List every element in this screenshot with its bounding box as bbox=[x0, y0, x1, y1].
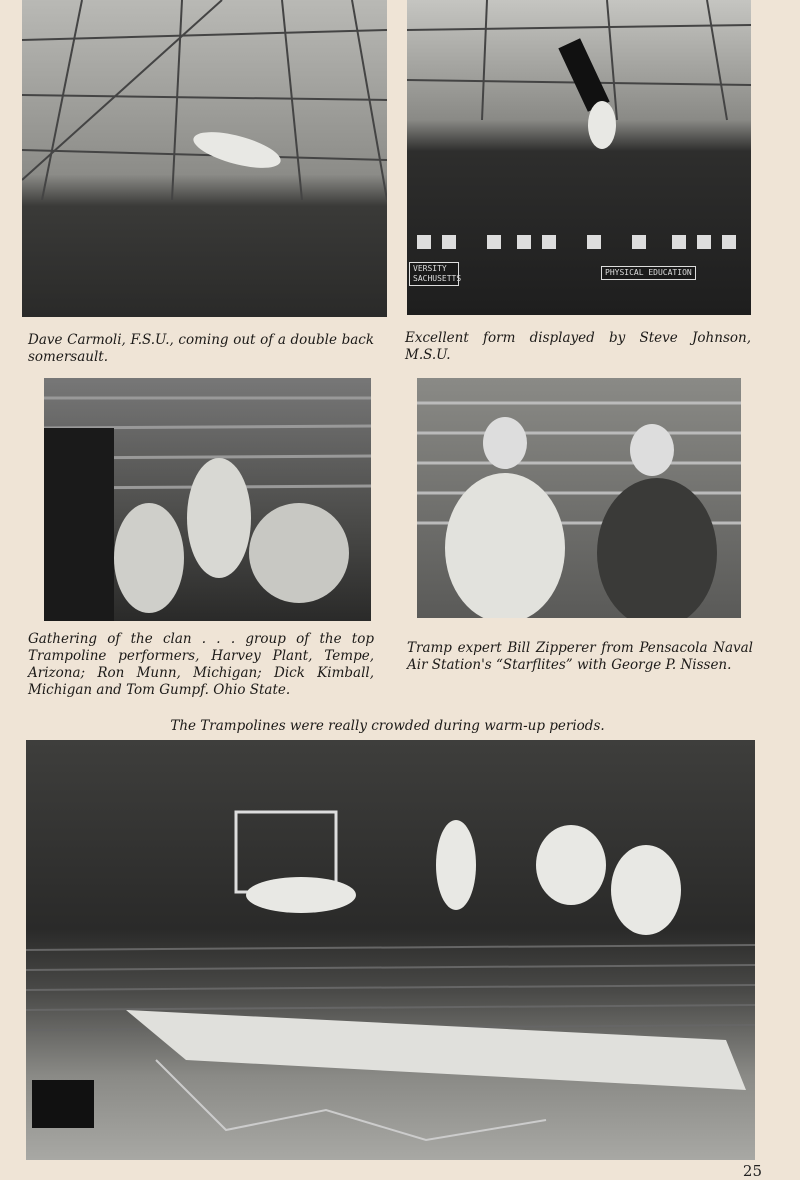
page-number: 25 bbox=[742, 1162, 762, 1180]
caption-johnson: Excellent form displayed by Steve Johnson, M.S.U. bbox=[405, 330, 751, 363]
caption-gathering: Gathering of the clan . . . group of the top Trampoline performers, Harvey Plant, Tempe, Arizona; Ron Munn, Michigan; Dick Kimball, Michigan and Tom Gumpf. Ohio State. bbox=[28, 631, 374, 698]
sign-university-massachusetts: VERSITY SACHUSETTS bbox=[409, 262, 459, 286]
photo-steve-johnson bbox=[407, 0, 751, 315]
people-illustration bbox=[417, 378, 741, 618]
caption-zipperer: Tramp expert Bill Zipperer from Pensacola Naval Air Station's “Starflites” with George P. Nissen. bbox=[407, 640, 753, 673]
gym-roof-illustration bbox=[22, 0, 387, 317]
photo-warm-up-trampolines bbox=[26, 740, 755, 1160]
sign-physical-education: PHYSICAL EDUCATION bbox=[601, 266, 696, 280]
photo-double-back-somersault bbox=[22, 0, 387, 317]
photo-zipperer-and-nissen bbox=[417, 378, 741, 618]
caption-carmoli: Dave Carmoli, F.S.U., coming out of a double back somersault. bbox=[28, 332, 374, 365]
people-illustration bbox=[44, 378, 371, 621]
photo-gathering-of-the-clan bbox=[44, 378, 371, 621]
gym-trampoline-illustration bbox=[26, 740, 755, 1160]
caption-crowded: The Trampolines were really crowded during warm-up periods. bbox=[170, 718, 605, 734]
